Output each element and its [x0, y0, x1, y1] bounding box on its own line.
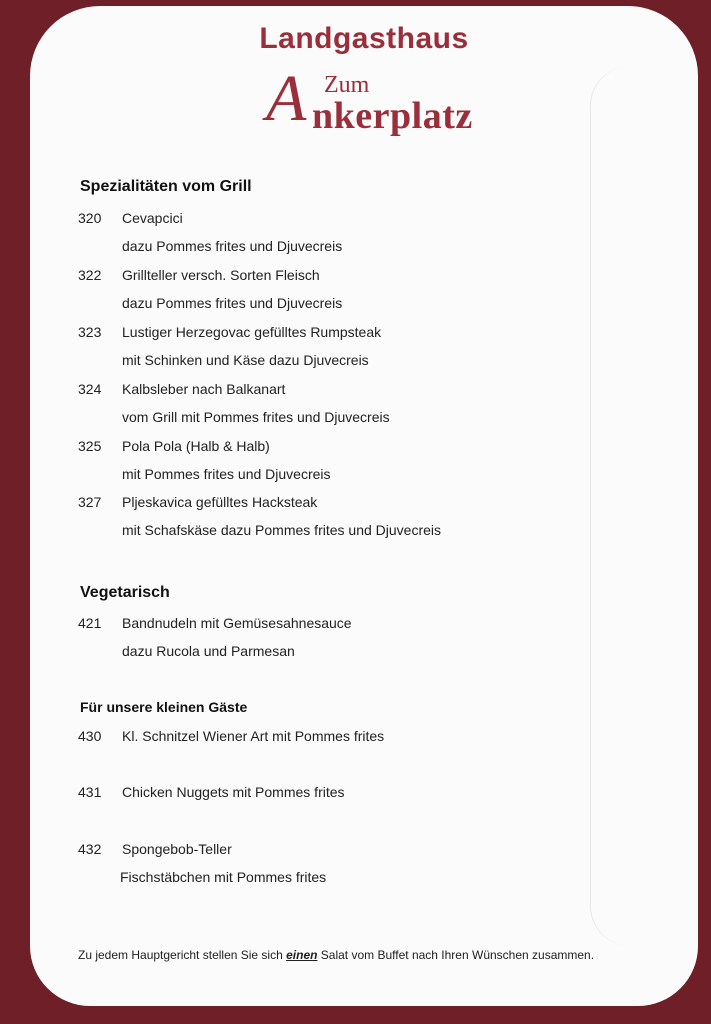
item-description: Fischstäbchen mit Pommes frites	[120, 869, 327, 885]
item-number: 430	[78, 728, 102, 744]
logo-zum: Zum	[324, 72, 370, 98]
footer-emphasis: einen	[286, 948, 318, 962]
item-description: vom Grill mit Pommes frites und Djuvecreis	[122, 409, 390, 425]
section-title-vegetarian: Vegetarisch	[80, 584, 170, 601]
restaurant-logo	[30, 22, 698, 137]
item-number: 320	[78, 210, 102, 226]
menu-item-430	[78, 728, 384, 745]
item-description: mit Schafskäse dazu Pommes frites und Djuvecreis	[122, 522, 442, 538]
item-number: 327	[78, 494, 102, 510]
menu-item-320	[78, 210, 183, 227]
logo-initial: A	[266, 62, 307, 135]
menu-item-431	[78, 784, 345, 801]
menu-item-327	[78, 494, 317, 511]
menu-item-323	[78, 324, 381, 341]
section-title-kids: Für unsere kleinen Gäste	[80, 699, 248, 715]
item-name: Bandnudeln mit Gemüsesahnesauce	[122, 615, 352, 631]
item-name: Spongebob-Teller	[122, 841, 232, 857]
item-number: 324	[78, 381, 102, 397]
item-number: 325	[78, 438, 102, 454]
item-name: Pljeskavica gefülltes Hacksteak	[122, 494, 318, 510]
item-number: 432	[78, 841, 102, 857]
item-name: Chicken Nuggets mit Pommes frites	[122, 784, 345, 800]
item-number: 322	[78, 267, 102, 283]
item-name: Kalbsleber nach Balkanart	[122, 381, 286, 397]
menu-item-421	[78, 615, 352, 632]
item-description: mit Schinken und Käse dazu Djuvecreis	[122, 352, 369, 368]
menu-item-324	[78, 381, 285, 398]
item-number: 323	[78, 324, 102, 340]
item-name: Cevapcici	[122, 210, 183, 226]
salad-buffet-note	[78, 948, 594, 962]
item-description: dazu Pommes frites und Djuvecreis	[122, 295, 343, 311]
footer-text-post: Salat vom Buffet nach Ihren Wünschen zusammen.	[317, 948, 595, 962]
menu-page	[30, 6, 698, 1006]
item-name: Pola Pola (Halb & Halb)	[122, 438, 270, 454]
item-name: Lustiger Herzegovac gefülltes Rumpsteak	[122, 324, 382, 340]
item-name: Kl. Schnitzel Wiener Art mit Pommes frites	[122, 728, 385, 744]
menu-item-322	[78, 267, 320, 284]
item-number: 421	[78, 615, 102, 631]
item-description: mit Pommes frites und Djuvecreis	[122, 466, 331, 482]
logo-line1: Landgasthaus	[259, 22, 469, 55]
logo-name-rest: nkerplatz	[312, 95, 473, 137]
section-title-grill: Spezialitäten vom Grill	[80, 178, 252, 195]
item-number: 431	[78, 784, 102, 800]
footer-text-pre: Zu jedem Hauptgericht stellen Sie sich	[78, 948, 287, 962]
menu-item-325	[78, 438, 270, 455]
menu-item-432	[78, 841, 232, 858]
item-description: dazu Rucola und Parmesan	[122, 643, 295, 659]
item-name: Grillteller versch. Sorten Fleisch	[122, 267, 320, 283]
page-fold-shadow	[590, 66, 681, 946]
item-description: dazu Pommes frites und Djuvecreis	[122, 238, 343, 254]
